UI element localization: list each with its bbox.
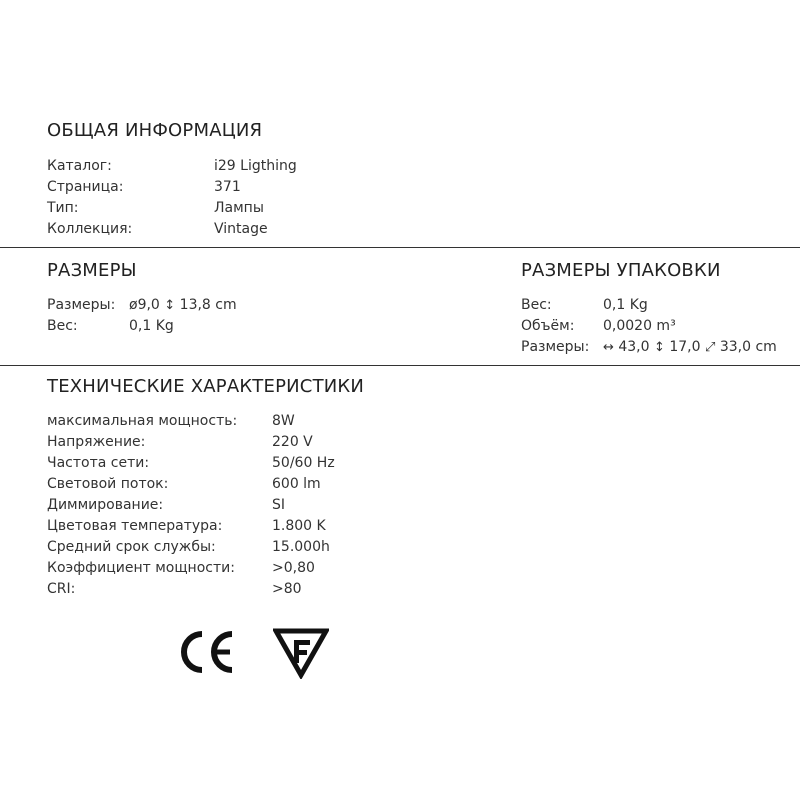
row-value: >80 bbox=[272, 581, 302, 597]
row-label: Вес: bbox=[521, 297, 552, 313]
depth-value: 33,0 cm bbox=[719, 339, 777, 355]
row-value: 0,1 Kg bbox=[129, 318, 174, 334]
row-value: 8W bbox=[272, 413, 295, 429]
leftright-arrow-icon: ↔ bbox=[603, 340, 614, 355]
technical-row bbox=[47, 537, 447, 558]
row-label: Частота сети: bbox=[47, 455, 150, 471]
row-label: Тип: bbox=[47, 200, 79, 216]
height-value: 17,0 bbox=[669, 339, 701, 355]
row-value: Vintage bbox=[214, 221, 268, 237]
row-value bbox=[603, 337, 777, 358]
row-label: Световой поток: bbox=[47, 476, 169, 492]
row-value: Лампы bbox=[214, 200, 264, 216]
row-label: Средний срок службы: bbox=[47, 539, 216, 555]
row-label: Коэффициент мощности: bbox=[47, 560, 235, 576]
width-value: 43,0 bbox=[618, 339, 650, 355]
updown-arrow-icon: ↕ bbox=[164, 298, 176, 313]
row-label: CRI: bbox=[47, 581, 76, 597]
f-triangle-mark-icon bbox=[273, 627, 329, 679]
technical-title: ТЕХНИЧЕСКИЕ ХАРАКТЕРИСТИКИ bbox=[47, 376, 365, 397]
row-value bbox=[129, 295, 237, 316]
row-value: >0,80 bbox=[272, 560, 315, 576]
diagonal-arrow-icon: ⤢ bbox=[704, 340, 716, 355]
row-label: Коллекция: bbox=[47, 221, 133, 237]
dimensions-title: РАЗМЕРЫ bbox=[47, 260, 137, 281]
row-label: максимальная мощность: bbox=[47, 413, 238, 429]
row-label: Объём: bbox=[521, 318, 575, 334]
row-value: i29 Ligthing bbox=[214, 158, 297, 174]
row-label: Диммирование: bbox=[47, 497, 164, 513]
technical-row bbox=[47, 495, 447, 516]
row-label: Цветовая температура: bbox=[47, 518, 223, 534]
technical-row bbox=[47, 411, 447, 432]
technical-row bbox=[47, 579, 447, 600]
general-row-page bbox=[47, 177, 447, 198]
diameter-value: ø9,0 bbox=[129, 297, 160, 313]
technical-row bbox=[47, 453, 447, 474]
general-row-type bbox=[47, 198, 447, 219]
row-value: 600 lm bbox=[272, 476, 321, 492]
row-label: Страница: bbox=[47, 179, 124, 195]
row-label: Размеры: bbox=[521, 339, 590, 355]
technical-row bbox=[47, 516, 447, 537]
packaging-row-size bbox=[521, 337, 796, 358]
technical-row bbox=[47, 432, 447, 453]
row-value: 220 V bbox=[272, 434, 313, 450]
technical-row bbox=[47, 474, 447, 495]
ce-mark-icon bbox=[176, 629, 236, 675]
packaging-row-volume bbox=[521, 316, 791, 337]
row-value: 15.000h bbox=[272, 539, 330, 555]
row-label: Вес: bbox=[47, 318, 78, 334]
section-divider bbox=[0, 365, 800, 366]
technical-row bbox=[47, 558, 447, 579]
row-label: Каталог: bbox=[47, 158, 112, 174]
row-label: Размеры: bbox=[47, 297, 116, 313]
general-row-catalog bbox=[47, 156, 447, 177]
row-value: SI bbox=[272, 497, 286, 513]
general-row-collection bbox=[47, 219, 447, 240]
dimensions-row-size bbox=[47, 295, 347, 316]
row-value: 0,1 Kg bbox=[603, 297, 648, 313]
row-value: 1.800 K bbox=[272, 518, 326, 534]
packaging-title: РАЗМЕРЫ УПАКОВКИ bbox=[521, 260, 721, 281]
packaging-row-weight bbox=[521, 295, 791, 316]
section-divider bbox=[0, 247, 800, 248]
general-info-title: ОБЩАЯ ИНФОРМАЦИЯ bbox=[47, 120, 263, 141]
height-value: 13,8 cm bbox=[179, 297, 237, 313]
updown-arrow-icon: ↕ bbox=[653, 340, 665, 355]
row-value: 50/60 Hz bbox=[272, 455, 335, 471]
row-value: 0,0020 m³ bbox=[603, 318, 676, 334]
row-label: Напряжение: bbox=[47, 434, 146, 450]
dimensions-row-weight bbox=[47, 316, 347, 337]
row-value: 371 bbox=[214, 179, 241, 195]
